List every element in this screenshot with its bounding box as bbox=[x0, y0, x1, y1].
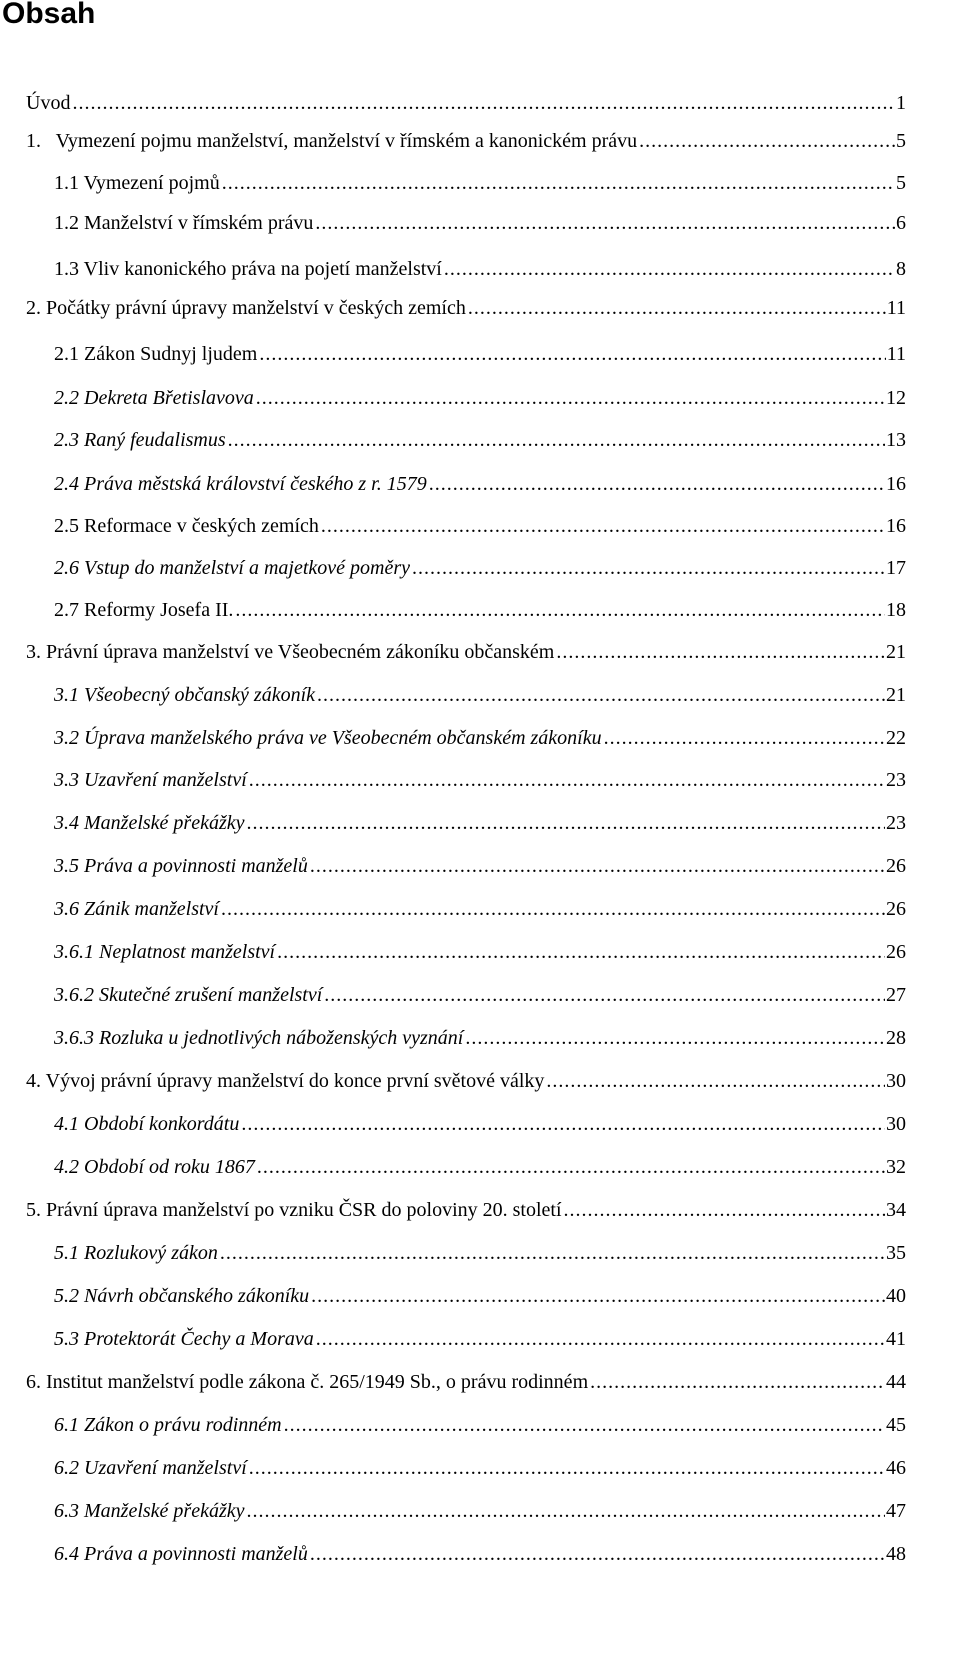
toc-entry-label: 5.3 Protektorát Čechy a Morava bbox=[54, 1328, 314, 1350]
toc-entry-page: 34 bbox=[886, 1199, 906, 1221]
dot-leader bbox=[316, 1324, 885, 1354]
toc-entry[interactable] bbox=[26, 293, 906, 323]
toc-entry-page: 45 bbox=[886, 1414, 906, 1436]
toc-entry-label: 2.2 Dekreta Břetislavova bbox=[54, 387, 254, 409]
toc-entry-label: 3.3 Uzavření manželství bbox=[54, 769, 247, 791]
dot-leader bbox=[256, 383, 885, 413]
toc-entry-label: 3.2 Úprava manželského práva ve Všeobecném občanském zákoníku bbox=[54, 727, 602, 749]
dot-leader bbox=[564, 1195, 885, 1225]
toc-entry-page: 11 bbox=[886, 343, 906, 365]
toc-entry[interactable] bbox=[54, 1109, 906, 1139]
toc-entry[interactable] bbox=[54, 1281, 906, 1311]
toc-entry-page: 26 bbox=[886, 898, 906, 920]
dot-leader bbox=[241, 1109, 885, 1139]
dot-leader bbox=[556, 637, 885, 667]
toc-entry-label: 3.5 Práva a povinnosti manželů bbox=[54, 855, 308, 877]
toc-entry-page: 11 bbox=[886, 297, 906, 319]
toc-entry-page: 35 bbox=[886, 1242, 906, 1264]
dot-leader bbox=[259, 339, 885, 369]
toc-entry-label: 4.1 Období konkordátu bbox=[54, 1113, 240, 1135]
toc-entry[interactable] bbox=[26, 126, 906, 156]
toc-entry[interactable] bbox=[26, 88, 906, 118]
dot-leader bbox=[277, 937, 885, 967]
toc-entry-label: 3.4 Manželské překážky bbox=[54, 812, 245, 834]
toc-entry[interactable] bbox=[54, 1539, 906, 1569]
toc-entry-label: 3.6 Zánik manželství bbox=[54, 898, 219, 920]
toc-entry-label: 2.5 Reformace v českých zemích bbox=[54, 515, 319, 537]
dot-leader bbox=[220, 1238, 885, 1268]
toc-entry-page: 47 bbox=[886, 1500, 906, 1522]
toc-entry-page: 48 bbox=[886, 1543, 906, 1565]
toc-entry-label: 4.2 Období od roku 1867 bbox=[54, 1156, 255, 1178]
toc-entry[interactable] bbox=[54, 765, 906, 795]
dot-leader bbox=[284, 1410, 885, 1440]
toc-entry[interactable] bbox=[54, 1152, 906, 1182]
dot-leader bbox=[247, 808, 886, 838]
toc-entry[interactable] bbox=[54, 680, 906, 710]
toc-entry-page: 1 bbox=[896, 92, 906, 114]
toc-entry[interactable] bbox=[54, 254, 906, 284]
dot-leader bbox=[639, 126, 895, 156]
dot-leader bbox=[228, 425, 885, 455]
toc-entry-label: 2. Počátky právní úpravy manželství v českých zemích bbox=[26, 297, 466, 319]
toc-entry-label: 1.3 Vliv kanonického práva na pojetí manželství bbox=[54, 258, 442, 280]
toc-entry-label: 6. Institut manželství podle zákona č. 265/1949 Sb., o právu rodinném bbox=[26, 1371, 589, 1393]
toc-entry[interactable] bbox=[54, 511, 906, 541]
toc-entry-page: 26 bbox=[886, 855, 906, 877]
toc-entry-page: 5 bbox=[896, 130, 906, 152]
toc-entry[interactable] bbox=[54, 1496, 906, 1526]
dot-leader bbox=[465, 1023, 885, 1053]
toc-entry[interactable] bbox=[26, 1066, 906, 1096]
toc-entry[interactable] bbox=[26, 1195, 906, 1225]
toc-entry[interactable] bbox=[54, 595, 906, 625]
toc-entry-page: 16 bbox=[886, 515, 906, 537]
toc-entry[interactable] bbox=[54, 1410, 906, 1440]
dot-leader bbox=[310, 1539, 885, 1569]
toc-entry-page: 41 bbox=[886, 1328, 906, 1350]
toc-entry-page: 21 bbox=[886, 641, 906, 663]
toc-entry-page: 30 bbox=[886, 1070, 906, 1092]
dot-leader bbox=[315, 208, 895, 238]
toc-entry-page: 28 bbox=[886, 1027, 906, 1049]
dot-leader bbox=[257, 1152, 885, 1182]
dot-leader bbox=[412, 553, 885, 583]
toc-entry-page: 8 bbox=[896, 258, 906, 280]
toc-entry-page: 32 bbox=[886, 1156, 906, 1178]
toc-entry-label: 5.2 Návrh občanského zákoníku bbox=[54, 1285, 310, 1307]
dot-leader bbox=[72, 88, 895, 118]
toc-entry-label: 1. Vymezení pojmu manželství, manželství v římském a kanonickém právu bbox=[26, 130, 638, 152]
toc-entry[interactable] bbox=[54, 168, 906, 198]
toc-entry-page: 17 bbox=[886, 557, 906, 579]
toc-entry[interactable] bbox=[54, 808, 906, 838]
toc-entry[interactable] bbox=[54, 425, 906, 455]
toc-entry-label: 4. Vývoj právní úpravy manželství do konce první světové války bbox=[26, 1070, 545, 1092]
toc-entry-page: 46 bbox=[886, 1457, 906, 1479]
toc-entry-page: 5 bbox=[896, 172, 906, 194]
toc-entry-page: 23 bbox=[886, 769, 906, 791]
toc-entry[interactable] bbox=[54, 339, 906, 369]
toc-entry-page: 18 bbox=[886, 599, 906, 621]
toc-entry[interactable] bbox=[54, 1023, 906, 1053]
toc-entry[interactable] bbox=[54, 894, 906, 924]
toc-entry-page: 27 bbox=[886, 984, 906, 1006]
toc-entry[interactable] bbox=[54, 851, 906, 881]
toc-entry-page: 21 bbox=[886, 684, 906, 706]
toc-entry[interactable] bbox=[54, 1324, 906, 1354]
toc-entry-label: 2.1 Zákon Sudnyj ljudem bbox=[54, 343, 258, 365]
toc-entry[interactable] bbox=[26, 637, 906, 667]
toc-entry-label: 3.6.1 Neplatnost manželství bbox=[54, 941, 276, 963]
toc-entry[interactable] bbox=[54, 1453, 906, 1483]
toc-entry-label: 2.7 Reformy Josefa II. bbox=[54, 599, 234, 621]
toc-entry[interactable] bbox=[54, 937, 906, 967]
dot-leader bbox=[310, 851, 885, 881]
toc-entry[interactable] bbox=[26, 1367, 906, 1397]
toc-entry-label: 2.6 Vstup do manželství a majetkové poměry bbox=[54, 557, 411, 579]
toc-entry-page: 26 bbox=[886, 941, 906, 963]
toc-entry[interactable] bbox=[54, 553, 906, 583]
dot-leader bbox=[221, 894, 885, 924]
toc-entry-label: 6.3 Manželské překážky bbox=[54, 1500, 245, 1522]
toc-entry-page: 44 bbox=[886, 1371, 906, 1393]
dot-leader bbox=[321, 511, 885, 541]
toc-entry[interactable] bbox=[54, 723, 906, 753]
dot-leader bbox=[429, 469, 885, 499]
dot-leader bbox=[311, 1281, 885, 1311]
toc-entry-page: 12 bbox=[886, 387, 906, 409]
toc-entry-label: 6.1 Zákon o právu rodinném bbox=[54, 1414, 282, 1436]
dot-leader bbox=[249, 765, 885, 795]
toc-entry-page: 13 bbox=[886, 429, 906, 451]
toc-entry-page: 16 bbox=[886, 473, 906, 495]
toc-entry-label: 1.2 Manželství v římském právu bbox=[54, 212, 314, 234]
toc-entry-label: 3.6.2 Skutečné zrušení manželství bbox=[54, 984, 323, 1006]
toc-entry[interactable] bbox=[54, 208, 906, 238]
toc-entry-page: 23 bbox=[886, 812, 906, 834]
toc-entry-page: 30 bbox=[886, 1113, 906, 1135]
toc-entry-label: 3.6.3 Rozluka u jednotlivých náboženských vyznání bbox=[54, 1027, 464, 1049]
toc-entry-label: 2.3 Raný feudalismus bbox=[54, 429, 226, 451]
toc-entry-label: 6.4 Práva a povinnosti manželů bbox=[54, 1543, 308, 1565]
dot-leader bbox=[604, 723, 885, 753]
toc-entry[interactable] bbox=[54, 980, 906, 1010]
page-title: Obsah bbox=[2, 0, 96, 30]
dot-leader bbox=[468, 293, 886, 323]
toc-entry-page: 6 bbox=[896, 212, 906, 234]
toc-entry[interactable] bbox=[54, 1238, 906, 1268]
toc-entry-page: 22 bbox=[886, 727, 906, 749]
dot-leader bbox=[546, 1066, 885, 1096]
toc-entry-label: 6.2 Uzavření manželství bbox=[54, 1457, 247, 1479]
toc-entry-label: 1.1 Vymezení pojmů bbox=[54, 172, 220, 194]
toc-entry-label: 3.1 Všeobecný občanský zákoník bbox=[54, 684, 316, 706]
toc-entry-page: 40 bbox=[886, 1285, 906, 1307]
dot-leader bbox=[222, 168, 895, 198]
dot-leader bbox=[317, 680, 885, 710]
dot-leader bbox=[324, 980, 885, 1010]
toc-entry-label: 2.4 Práva městská království českého z r. 1579 bbox=[54, 473, 427, 495]
toc-entry[interactable] bbox=[54, 469, 906, 499]
toc-entry[interactable] bbox=[54, 383, 906, 413]
toc-entry-label: 3. Právní úprava manželství ve Všeobecném zákoníku občanském bbox=[26, 641, 555, 663]
dot-leader bbox=[590, 1367, 885, 1397]
dot-leader bbox=[249, 1453, 885, 1483]
dot-leader bbox=[235, 595, 885, 625]
dot-leader bbox=[247, 1496, 886, 1526]
toc-entry-label: 5. Právní úprava manželství po vzniku ČSR do poloviny 20. století bbox=[26, 1199, 562, 1221]
toc-entry-label: 5.1 Rozlukový zákon bbox=[54, 1242, 218, 1264]
toc-entry-label: Úvod bbox=[26, 92, 71, 114]
dot-leader bbox=[444, 254, 895, 284]
